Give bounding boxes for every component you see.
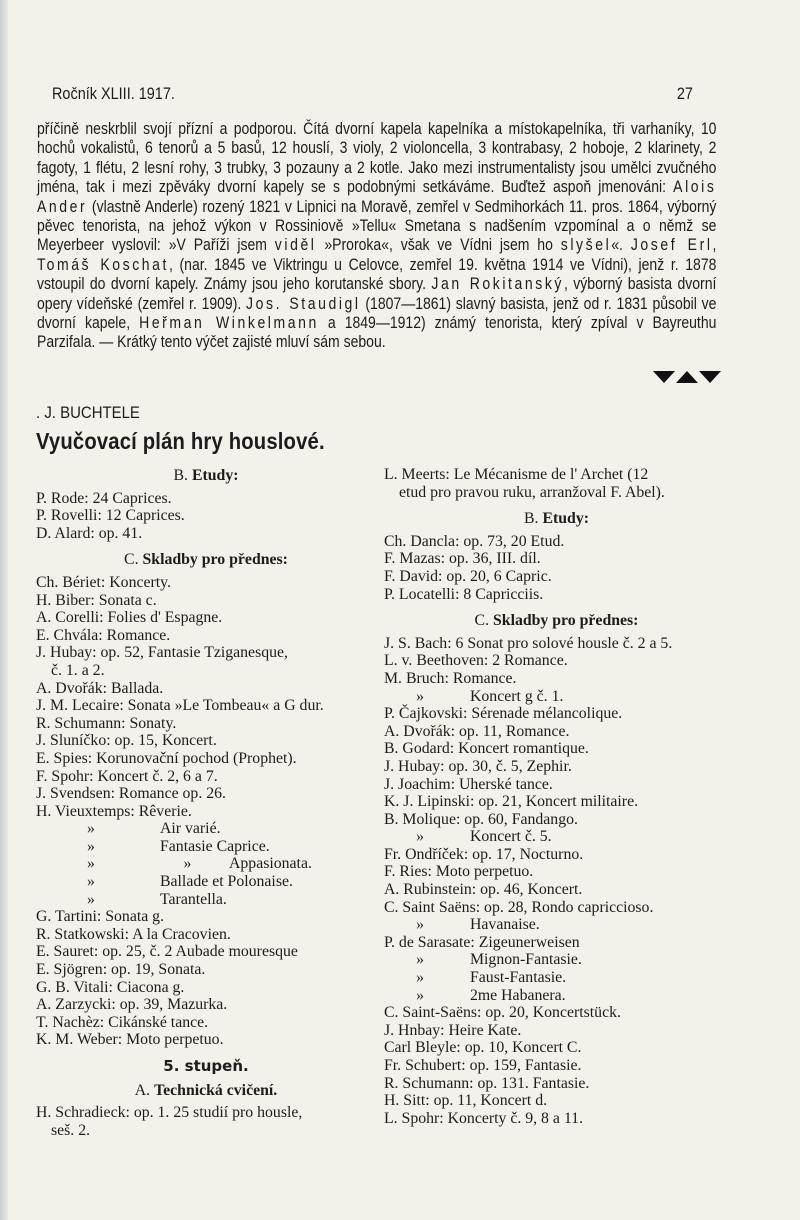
item-text: G. B. Vitali: Ciacona g. — [36, 978, 185, 996]
item-text: Koncert č. 5. — [470, 828, 552, 846]
list-item — [36, 943, 376, 961]
section-title: Skladby pro přednes: — [142, 551, 288, 569]
item-text: Air varié. — [160, 820, 221, 838]
item-text: Fr. Schubert: op. 159, Fantasie. — [384, 1057, 582, 1074]
item-text: K. J. Lipinski: op. 21, Koncert militaire. — [384, 793, 639, 811]
item-text: Koncert g č. 1. — [470, 687, 564, 705]
list-item — [36, 507, 376, 525]
list-item — [36, 908, 376, 926]
section-letter: A. — [134, 1081, 151, 1099]
list-item — [36, 644, 376, 662]
item-text: A. Zarzycki: op. 39, Mazurka. — [36, 996, 228, 1014]
list-item — [36, 680, 376, 698]
list-item — [384, 705, 729, 723]
item-text: E. Sauret: op. 25, č. 2 Aubade mouresque — [36, 943, 298, 961]
list-item — [36, 1104, 376, 1122]
list-item — [36, 820, 376, 838]
item-text: C. Saint Saëns: op. 28, Rondo capriccioso. — [384, 898, 654, 916]
triangle-down-icon — [653, 371, 675, 383]
intro-segment: «. — [611, 236, 631, 255]
section-letter: C. — [474, 612, 490, 630]
list-item — [36, 979, 376, 997]
list-item — [384, 881, 729, 899]
section-heading — [36, 551, 376, 569]
item-text: P. de Sarasate: Zigeunerweisen — [384, 933, 580, 951]
list-item — [384, 533, 729, 551]
list-item — [384, 934, 729, 952]
journal-volume-year: Ročník XLIII. 1917. — [52, 84, 175, 103]
intro-segment: , (nar. 1845 ve Viktringu u Celovce, zemřel 19. května 1914 ve Vídni), jenž r. 1878 vstoupil do dvorní kapely. Známy jsou jeho korutanské sbory. — [37, 255, 717, 294]
item-text: Fr. Ondříček: op. 17, Nocturno. — [384, 845, 584, 863]
triangle-down-icon — [699, 371, 721, 383]
list-item — [36, 1014, 376, 1032]
list-item — [384, 723, 729, 741]
item-text: Appasionata. — [229, 855, 312, 873]
item-text: J. Hubay: op. 30, č. 5, Zephir. — [384, 757, 572, 775]
item-text: F. Mazas: op. 36, III. díl. — [384, 550, 541, 568]
section-letter: C. — [124, 551, 139, 569]
item-text: E. Sjögren: op. 19, Sonata. — [36, 961, 206, 979]
item-text: Ch. Dancla: op. 73, 20 Etud. — [384, 532, 565, 550]
section-title: Technická cvičení. — [154, 1081, 278, 1099]
ditto-mark: » — [416, 828, 424, 846]
triangle-up-icon — [676, 371, 698, 383]
spaced-name: Josef Erl — [630, 236, 713, 255]
item-text: E. Spies: Korunovační pochod (Prophet). — [36, 749, 297, 767]
intro-segment: (1807—1861) slavný basista, jenž od r. 1831 působil ve dvorní kapele, — [37, 294, 717, 333]
section-heading — [384, 510, 729, 528]
item-text: Tarantella. — [160, 890, 227, 908]
item-text: J. Hubay: op. 52, Fantasie Tziganesque, — [36, 644, 288, 662]
item-text: C. Saint-Saëns: op. 20, Koncertstück. — [384, 1004, 621, 1022]
ditto-mark: » — [416, 916, 424, 934]
item-text: H. Schradieck: op. 1. 25 studií pro housle, — [36, 1104, 303, 1122]
item-text: R. Statkowski: A la Cracovien. — [36, 925, 231, 943]
intro-segment: a 1849—1912) známý tenorista, který zpíval v Bayreuthu Parzifala. — Krátký tento výčet zajisté mluví sám sebou. — [37, 314, 717, 352]
ditto-mark: » — [416, 687, 424, 705]
list-item-continuation: etud pro pravou ruku, arranžoval F. Abel). — [399, 483, 665, 501]
grade-heading: 5. stupeň. — [163, 1057, 249, 1075]
section-heading — [384, 612, 729, 630]
spaced-name: Heřman Winkelmann — [139, 314, 319, 333]
list-item — [36, 785, 376, 803]
page-spine-edge — [0, 0, 8, 1220]
list-item — [36, 592, 376, 610]
item-text: M. Bruch: Romance. — [384, 669, 517, 687]
list-item — [384, 1075, 729, 1093]
spaced-name: slyšel — [560, 236, 612, 255]
section-letter: B. — [173, 467, 188, 484]
item-text: B. Godard: Koncert romantique. — [384, 740, 589, 758]
list-item-continuation: č. 1. a 2. — [51, 661, 105, 679]
list-item — [384, 652, 729, 670]
item-text: L. Meerts: Le Mécanisme de l' Archet (12 — [384, 466, 649, 483]
item-text: F. David: op. 20, 6 Capric. — [384, 567, 552, 585]
list-item — [384, 586, 729, 604]
section-title: Skladby pro přednes: — [493, 612, 639, 630]
ditto-mark: » — [416, 951, 424, 969]
item-text: Carl Bleyle: op. 10, Koncert C. — [384, 1039, 582, 1057]
list-item — [384, 688, 729, 706]
article-author: . J. BUCHTELE — [36, 403, 140, 422]
item-text: K. M. Weber: Moto perpetuo. — [36, 1031, 224, 1049]
list-item — [36, 490, 376, 508]
running-header — [52, 84, 693, 106]
list-item — [384, 846, 729, 864]
item-text: Faust-Fantasie. — [470, 969, 567, 987]
intro-text — [37, 120, 716, 353]
right-column — [384, 466, 729, 1127]
item-text: B. Molique: op. 60, Fandango. — [384, 810, 578, 828]
intro-segment: , — [712, 236, 717, 255]
section-title: Etudy: — [191, 467, 239, 484]
ditto-mark: » — [87, 820, 95, 838]
list-item — [36, 873, 376, 891]
list-item — [384, 1004, 729, 1022]
ditto-mark: » — [183, 855, 192, 873]
list-item — [384, 550, 729, 568]
item-text: J. Sluníčko: op. 15, Koncert. — [36, 732, 217, 750]
item-text: 2me Habanera. — [470, 986, 566, 1004]
item-text: A. Rubinstein: op. 46, Koncert. — [384, 881, 583, 899]
list-item — [384, 969, 729, 987]
list-item — [384, 899, 729, 917]
item-text: Mignon-Fantasie. — [470, 951, 582, 969]
item-text: A. Corelli: Folies d' Espagne. — [36, 609, 223, 627]
spaced-name: Alois Ander — [37, 178, 717, 216]
item-text: H. Biber: Sonata c. — [36, 591, 157, 609]
article-title: Vyučovací plán hry houslové. — [36, 428, 325, 454]
intro-segment: , výborný basista dvorní opery vídeňské (zemřel r. 1909). — [37, 275, 717, 313]
item-text: L. v. Beethoven: 2 Romance. — [384, 652, 568, 670]
section-heading — [36, 1082, 376, 1100]
section-title: Etudy: — [542, 510, 589, 528]
list-item — [384, 793, 729, 811]
spaced-name: Jan Rokitanský — [431, 275, 564, 294]
list-item — [36, 525, 376, 543]
item-text: Havanaise. — [470, 916, 540, 934]
list-item-continuation: seš. 2. — [51, 1121, 91, 1139]
intro-segment: příčině neskrblil svojí přízní a podporou. Čítá dvorní kapela kapelníka a místokapelníka, tři varhaníky, 10 hochů vokalistů, 6 tenorů a 5 basů, 12 houslí, 3 violy, 2 violoncella, 3 kontrabasy, 2 hoboje, 2 klarinety, 2 fagoty, 1 flétu, 2 lesní rohy, 3 trubky, 3 pozauny a 2 kotle. Jako mezi instrumentalisty jsou umělci zvučného jména, tak i mezi zpěváky dvorní kapely se s podobnými setkáváme. Buďtež aspoň jmenováni: — [37, 120, 717, 197]
list-item — [36, 1031, 376, 1049]
item-text: A. Dvořák: Ballada. — [36, 679, 164, 697]
list-item — [384, 670, 729, 688]
page-number: 27 — [676, 84, 693, 103]
list-item — [384, 1092, 729, 1110]
item-text: Ch. Bériet: Koncerty. — [36, 573, 171, 591]
list-item — [384, 1039, 729, 1057]
triangle-ornament-icon — [653, 371, 721, 383]
item-text: H. Vieuxtemps: Rêverie. — [36, 802, 192, 820]
item-text: E. Chvála: Romance. — [36, 626, 171, 644]
item-text: L. Spohr: Koncerty č. 9, 8 a 11. — [384, 1109, 584, 1127]
list-item — [36, 732, 376, 750]
item-text: F. Ries: Moto perpetuo. — [384, 863, 534, 881]
item-text: H. Sitt: op. 11, Koncert d. — [384, 1092, 548, 1110]
list-item — [36, 750, 376, 768]
list-item — [36, 768, 376, 786]
item-text: Fantasie Caprice. — [160, 837, 270, 855]
spaced-name: viděl — [274, 236, 317, 255]
item-text: A. Dvořák: op. 11, Romance. — [384, 722, 570, 740]
item-text: P. Rovelli: 12 Caprices. — [36, 507, 185, 525]
item-text: G. Tartini: Sonata g. — [36, 908, 165, 926]
list-item — [384, 635, 729, 653]
spaced-name: Tomáš Koschat — [37, 255, 169, 274]
list-item — [36, 715, 376, 733]
list-item — [384, 811, 729, 829]
item-text: F. Spohr: Koncert č. 2, 6 a 7. — [36, 767, 218, 785]
ditto-mark: » — [87, 873, 95, 891]
ditto-mark: » — [416, 969, 424, 987]
list-item — [36, 891, 376, 909]
item-text: J. M. Lecaire: Sonata »Le Tombeau« a G dur. — [36, 697, 324, 715]
section-heading — [36, 467, 376, 485]
item-text: J. S. Bach: 6 Sonat pro solové housle č. 2 a 5. — [384, 634, 673, 652]
list-item — [384, 1110, 729, 1128]
list-item — [36, 609, 376, 627]
intro-segment: (vlastně Anderle) rozený 1821 v Lipnici na Moravě, zemřel v Sedmihorkách 11. pros. 1864, výborný pěvec tenorista, na jehož výkon v Rossiniově »Tellu« Smetana s nadšením vzpomínal a o němž se Meyerbeer vyslovil: »V Paříži jsem — [37, 197, 717, 255]
ditto-mark: » — [87, 890, 95, 908]
list-item — [384, 758, 729, 776]
item-text: J. Hnbay: Heire Kate. — [384, 1021, 522, 1039]
ditto-mark: » — [87, 855, 95, 873]
item-text: Ballade et Polonaise. — [160, 873, 293, 891]
list-item — [36, 838, 376, 856]
item-text: P. Rode: 24 Caprices. — [36, 489, 172, 507]
item-text: P. Locatelli: 8 Capricciis. — [384, 585, 544, 603]
list-item — [384, 1057, 729, 1075]
list-item — [384, 568, 729, 586]
intro-segment: »Proroka«, však ve Vídni jsem ho — [316, 236, 561, 255]
left-column — [36, 467, 376, 1139]
list-item — [384, 776, 729, 794]
item-text: R. Schumann: Sonaty. — [36, 714, 177, 732]
list-item — [36, 961, 376, 979]
section-letter: B. — [524, 510, 539, 528]
ditto-mark: » — [416, 986, 424, 1004]
list-item — [384, 466, 729, 484]
list-item — [36, 855, 376, 873]
item-text: T. Nachèz: Cikánské tance. — [36, 1013, 209, 1031]
item-text: J. Joachim: Uherské tance. — [384, 775, 553, 793]
intro-paragraph — [37, 120, 717, 353]
spaced-name: Jos. Staudigl — [246, 294, 361, 313]
list-item — [384, 916, 729, 934]
list-item — [36, 574, 376, 592]
list-item — [384, 1022, 729, 1040]
item-text: D. Alard: op. 41. — [36, 524, 143, 542]
list-item — [384, 951, 729, 969]
list-item — [36, 697, 376, 715]
item-text: J. Svendsen: Romance op. 26. — [36, 785, 226, 803]
item-text: P. Čajkovski: Sérenade mélancolique. — [384, 705, 623, 723]
ditto-mark: » — [87, 837, 95, 855]
list-item — [384, 828, 729, 846]
list-item — [384, 987, 729, 1005]
item-text: R. Schumann: op. 131. Fantasie. — [384, 1074, 590, 1092]
list-item — [384, 863, 729, 881]
list-item — [36, 996, 376, 1014]
list-item — [36, 627, 376, 645]
list-item — [36, 926, 376, 944]
list-item — [36, 803, 376, 821]
list-item — [384, 740, 729, 758]
